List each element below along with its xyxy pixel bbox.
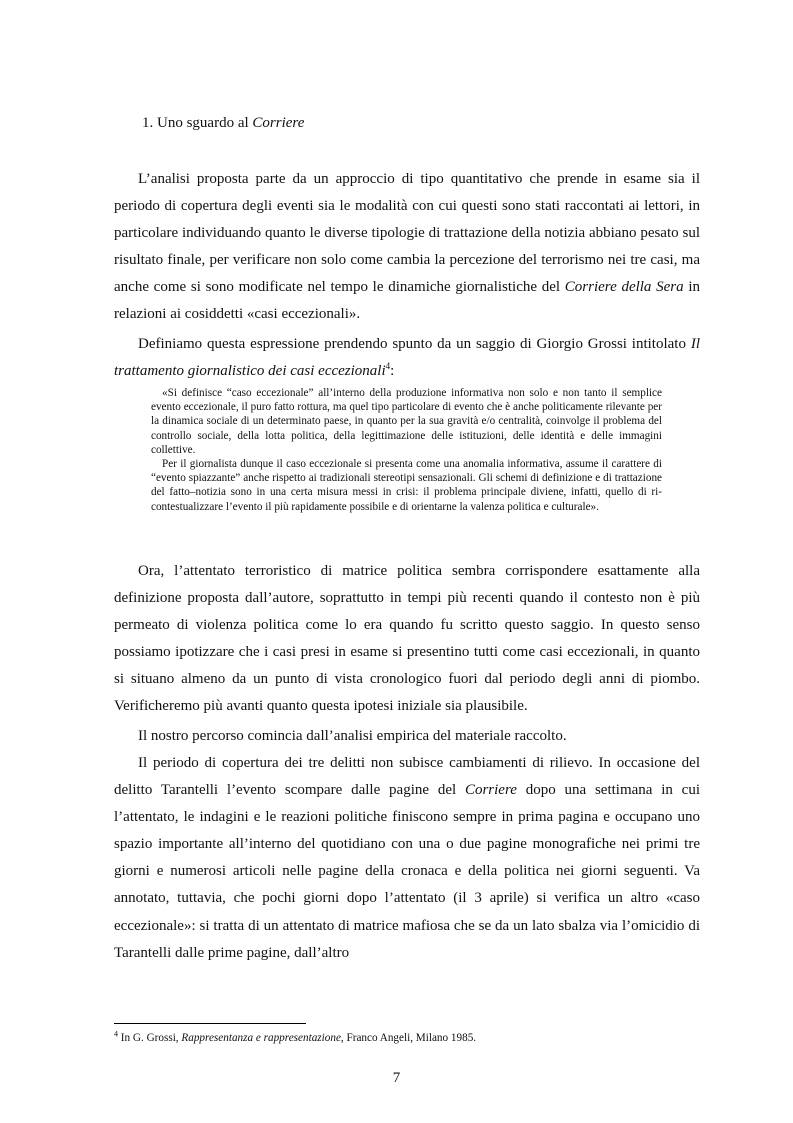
footnote-reference[interactable]: 4: [385, 361, 391, 372]
paragraph-coverage-period: Il periodo di copertura dei tre delitti non subisce cambiamenti di rilievo. In occasione del delitto Tarantelli l’evento scompare dalle pagine del Corriere dopo una settimana in cui l’attentato, le indagini e le reazioni politiche finiscono sempre in prima pagina e occupano uno spazio importante all’interno del quotidiano con una o due pagine monografiche nei primi tre giorni e numerosi articoli nelle pagine della cronaca e della politica nei giorni seguenti. Va annotato, tuttavia, che pochi giorni dopo l’attentato (il 3 aprile) si verifica un altro «caso eccezionale»: si tratta di un attentato di matrice mafiosa che se da un lato sbalza via l’omicidio di Tarantelli dalle prime pagine, dall’altro: [114, 755, 701, 961]
section-title-text: Uno sguardo al: [157, 115, 249, 131]
essay-title: Il trattamento giornalistico dei casi eccezionali: [114, 336, 700, 380]
newspaper-title-short: Corriere: [464, 782, 517, 799]
section-title-italic: Corriere: [252, 115, 305, 131]
footnote: $^4$ In G. Grossi, Rappresentanza e rappresentazione, Franco Angeli, Milano 1985.: [114, 1029, 477, 1044]
paragraph-analysis-intro: L’analisi proposta parte da un approccio di tipo quantitativo che prende in esame sia il periodo di copertura degli eventi sia le modalità con cui questi sono stati raccontati ai lettori, in particolare individuando quanto le diverse tipologie di trattazione della notizia abbiano pesato sul risultato finale, per verificare non solo come cambia la percezione del terrorismo nei tre casi, ma anche come si sono modificate nel tempo le dinamiche giornalistiche del Corriere della Sera in relazioni ai cosiddetti «casi eccezionali».: [114, 171, 701, 323]
footnote-divider: [114, 1023, 306, 1024]
page-number: 7: [392, 1070, 401, 1086]
block-quote: [151, 386, 662, 514]
section-number: 1.: [142, 115, 154, 131]
footnote-book-title: Rappresentanza e rappresentazione: [181, 1032, 341, 1044]
newspaper-title: Corriere della Sera: [564, 279, 684, 296]
section-heading: [142, 113, 304, 133]
paragraph-definition: Definiamo questa espressione prendendo spunto da un saggio di Giorgio Grossi intitolato Il trattamento giornalistico dei casi eccezionali$^4$:: [114, 336, 700, 380]
paragraph-empirical-analysis: Il nostro percorso comincia dall’analisi empirica del materiale raccolto.: [138, 728, 567, 744]
quote-paragraph-2: Per il giornalista dunque il caso eccezionale si presenta come una anomalia informativa, assume il carattere di “evento spiazzante” anche rispetto ai tradizionali stereotipi sensazionali. Gli schemi di definizione e di trattazione del fatto–notizia sono in una certa misura messi in crisi: il problema principale diviene, infatti, quello di ri-contestualizzare l’evento il più rapidamente possibile e di orientarne la valenza politica e culturale».: [151, 458, 662, 513]
paragraph-terrorist-attack: Ora, l’attentato terroristico di matrice politica sembra corrispondere esattamente alla definizione proposta dall’autore, soprattutto in tempi più recenti quando il contesto non è più permeato di violenza politica come lo era quando fu scritto questo saggio. In questo senso possiamo ipotizzare che i casi presi in esame si presentino tutti come casi eccezionali, in quanto si situano almeno da un punto di vista cronologico fuori dal periodo degli anni di piombo. Verificheremo più avanti quanto questa ipotesi iniziale sia plausibile.: [114, 563, 700, 715]
footnote-number: 4: [114, 1029, 118, 1039]
quote-paragraph-1: «Si definisce “caso eccezionale” all’interno della produzione informativa non solo e non tanto il semplice evento eccezionale, il puro fatto rottura, ma quel tipo particolare di evento che è anche politicamente rilevante per la dinamica sociale di un determinato paese, in quanto per la sua gravità e/o centralità, coinvolge il problema del controllo sociale, della lotta politica, della legittimazione delle istituzioni, delle identità e delle immagini collettive.: [151, 387, 662, 456]
